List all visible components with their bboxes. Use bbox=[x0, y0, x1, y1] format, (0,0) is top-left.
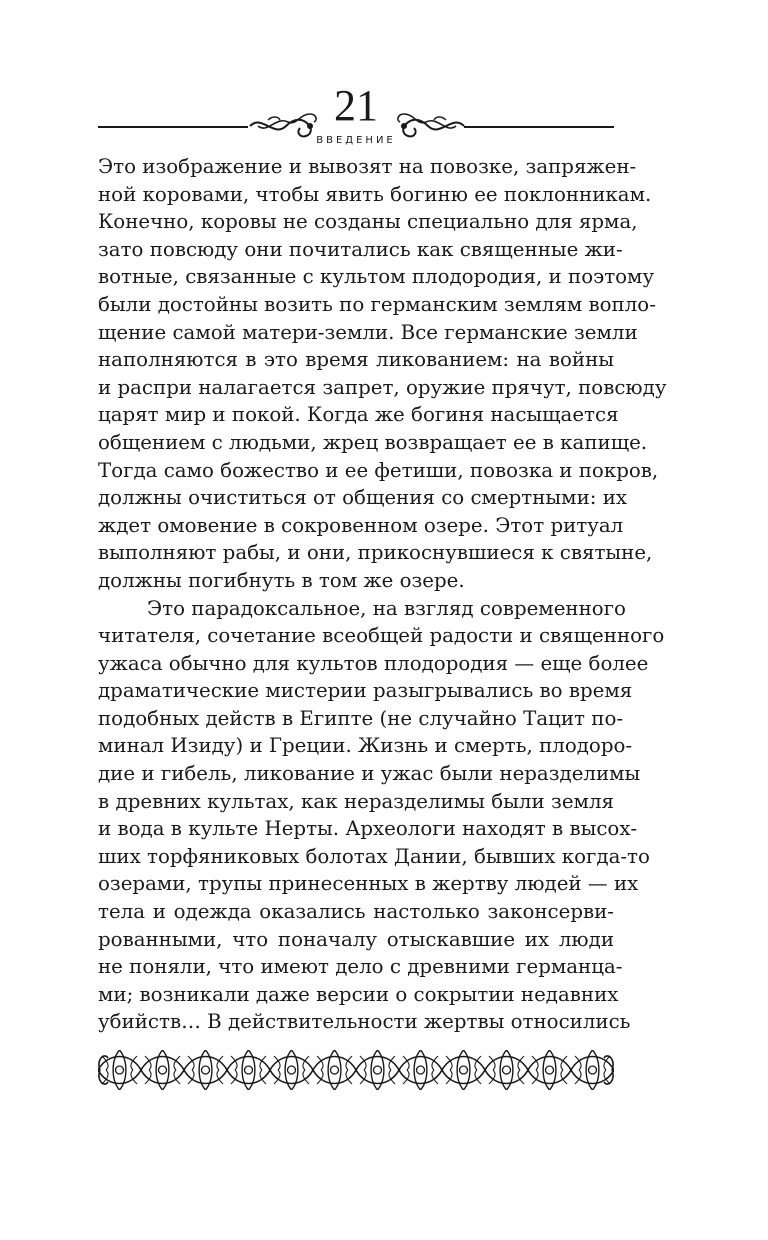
text-line: в древних культах, как неразделимы были земля bbox=[98, 789, 614, 813]
text-line: ужаса обычно для культов плодородия — еще более bbox=[98, 651, 649, 675]
paragraph-first-line: Это парадоксальное, на взгляд современного bbox=[147, 596, 626, 620]
text-line: ми; возникали даже версии о сокрытии недавних bbox=[98, 982, 619, 1006]
body-text bbox=[98, 153, 667, 1036]
text-line: были достойны возить по германским землям вопло- bbox=[98, 292, 656, 316]
running-section-title: ВВЕДЕНИЕ bbox=[316, 135, 396, 146]
text-line: должны очиститься от общения со смертными: их bbox=[98, 486, 628, 510]
text-line: выполняют рабы, и они, прикоснувшиеся к святыне, bbox=[98, 541, 653, 565]
text-line: дие и гибель, ликование и ужас были неразделимы bbox=[98, 762, 641, 786]
text-line: подобных действ в Египте (не случайно Тацит по- bbox=[98, 706, 624, 730]
text-line: ной коровами, чтобы явить богиню ее поклонникам. bbox=[98, 182, 652, 206]
celtic-knot-border-icon bbox=[98, 1048, 614, 1092]
text-line: зато повсюду они почитались как священные жи- bbox=[98, 237, 623, 261]
text-line: не поняли, что имеют дело с древними германца- bbox=[98, 955, 623, 979]
text-line: и распри налагается запрет, оружие прячут, повсюду bbox=[98, 375, 667, 399]
text-line: царят мир и покой. Когда же богиня насыщается bbox=[98, 403, 619, 427]
paragraph-last-line: должны погибнуть в том же озере. bbox=[98, 568, 465, 592]
text-line: читателя, сочетание всеобщей радости и священного bbox=[98, 624, 665, 648]
text-line: рованными, что поначалу отыскавшие их люди bbox=[98, 927, 614, 951]
text-line: Тогда само божество и ее фетиши, повозка и покров, bbox=[98, 458, 659, 482]
page-header bbox=[98, 82, 614, 152]
text-line: вотные, связанные с культом плодородия, и поэтому bbox=[98, 265, 655, 289]
text-line: драматические мистерии разыгрывались во время bbox=[98, 679, 633, 703]
text-line: убийств… В действительности жертвы относились bbox=[98, 1010, 631, 1034]
text-line: минал Изиду) и Греции. Жизнь и смерть, плодоро- bbox=[98, 734, 633, 758]
text-line: ждет омовение в сокровенном озере. Этот ритуал bbox=[98, 513, 624, 537]
text-line: Это изображение и вывозят на повозке, запряжен- bbox=[98, 155, 637, 178]
text-line: наполняются в это время ликованием: на войны bbox=[98, 348, 614, 372]
text-line: озерами, трупы принесенных в жертву людей — их bbox=[98, 872, 639, 896]
text-line: общением с людьми, жрец возвращает ее в капище. bbox=[98, 430, 648, 454]
page-number: 21 bbox=[334, 81, 378, 130]
header-rule-right bbox=[464, 126, 614, 128]
text-line: тела и одежда оказались настолько законсерви- bbox=[98, 900, 614, 924]
text-line: щение самой матери-земли. Все германские земли bbox=[98, 320, 638, 344]
text-line: и вода в культе Нерты. Археологи находят в высох- bbox=[98, 817, 638, 841]
text-line: ших торфяниковых болотах Дании, бывших когда-то bbox=[98, 844, 650, 868]
text-line: Конечно, коровы не созданы специально для ярма, bbox=[98, 210, 638, 234]
